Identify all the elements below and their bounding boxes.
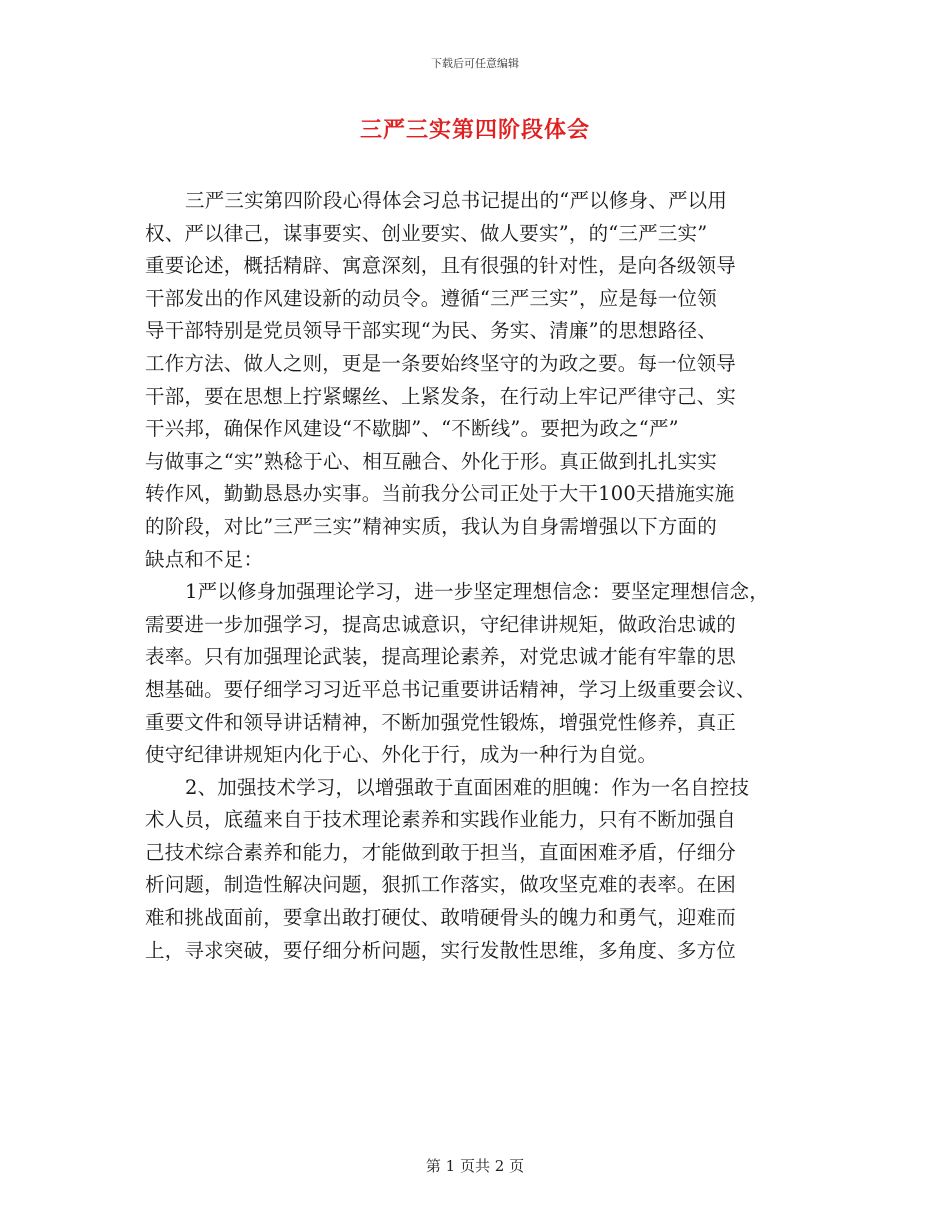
- body-line: 与做事之“实”熟稔于心、相互融合、外化于形。真正做到扎扎实实: [145, 449, 717, 473]
- body-line: 权、严以律己，谋事要实、创业要实、做人要实”，的“三严三实”: [145, 221, 708, 245]
- document-body: [145, 185, 835, 967]
- body-line: 转作风，勤勤恳恳办实事。当前我分公司正处于大干100天措施实施: [145, 482, 735, 506]
- header-note: 下载后可任意编辑: [431, 57, 519, 70]
- body-line: 三严三实第四阶段心得体会习总书记提出的“严以修身、严以用: [185, 189, 728, 212]
- body-line: 表率。只有加强理论武装，提高理论素养，对党忠诚才能有牢靠的思: [145, 645, 737, 669]
- body-line: 析问题，制造性解决问题，狠抓工作落实，做攻坚克难的表率。在困: [145, 873, 737, 897]
- body-line: 1严以修身加强理论学习，进一步坚定理想信念：要坚定理想信念，: [185, 580, 769, 604]
- page-number: 第 1 页共 2 页: [425, 1157, 525, 1175]
- body-line: 想基础。要仔细学习习近平总书记重要讲话精神，学习上级重要会议、: [145, 677, 756, 701]
- body-line: 使守纪律讲规矩内化于心、外化于行，成为一种行为自觉。: [145, 743, 658, 767]
- body-line: 干兴邦，确保作风建设“不歇脚”、“不断线”。要把为政之“严”: [145, 417, 679, 441]
- body-line: 术人员，底蕴来自于技术理论素养和实践作业能力，只有不断加强自: [145, 808, 737, 832]
- body-line: 导干部特别是党员领导干部实现“为民、务实、清廉”的思想路径、: [145, 319, 717, 343]
- body-line: 难和挑战面前，要拿出敢打硬仗、敢啃硬骨头的魄力和勇气，迎难而: [145, 906, 737, 930]
- body-line: 2、加强技术学习，以增强敢于直面困难的胆魄：作为一名自控技: [185, 775, 750, 799]
- document-title: 三严三实第四阶段体会: [359, 117, 590, 143]
- body-line: 工作方法、做人之则，更是一条要始终坚守的为政之要。每一位领导: [145, 351, 737, 375]
- body-line: 重要文件和领导讲话精神，不断加强党性锻炼，增强党性修养，真正: [145, 710, 737, 734]
- body-line: 重要论述，概括精辟、寓意深刻，且有很强的针对性，是向各级领导: [145, 254, 737, 278]
- body-line: 己技术综合素养和能力，才能做到敢于担当，直面困难矛盾，仔细分: [145, 840, 737, 864]
- body-line: 干部发出的作风建设新的动员令。遵循“三严三实”，应是每一位领: [145, 286, 717, 310]
- body-line: 的阶段，对比”三严三实”精神实质，我认为自身需增强以下方面的: [145, 514, 717, 538]
- body-line: 需要进一步加强学习，提高忠诚意识，守纪律讲规矩，做政治忠诚的: [145, 612, 737, 636]
- body-line: 缺点和不足：: [145, 547, 264, 571]
- body-line: 干部，要在思想上拧紧螺丝、上紧发条，在行动上牢记严律守己、实: [145, 384, 737, 408]
- body-line: 上，寻求突破，要仔细分析问题，实行发散性思维，多角度、多方位: [145, 938, 737, 962]
